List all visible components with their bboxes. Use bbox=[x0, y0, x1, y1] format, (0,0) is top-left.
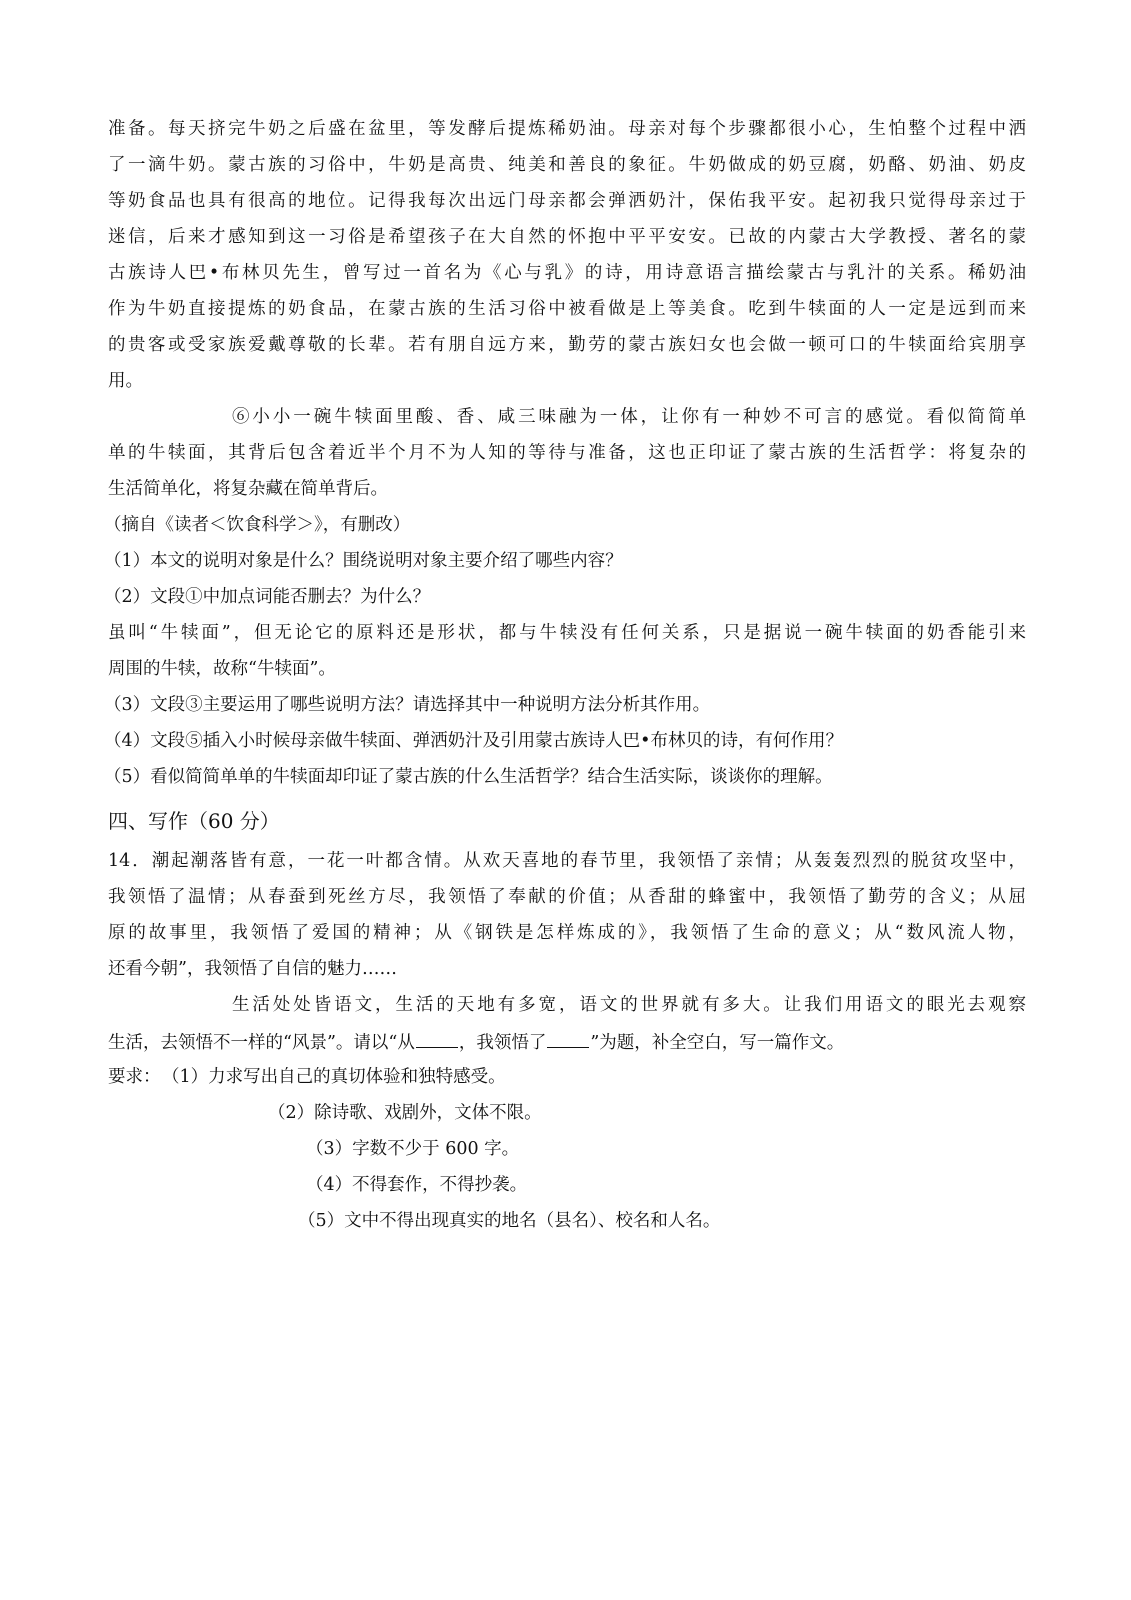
question-5: （5）看似简简单单的牛犊面却印证了蒙古族的什么生活哲学？结合生活实际，谈谈你的理解。 bbox=[104, 767, 833, 787]
title-prompt-start: 生活，去领悟不一样的“风景”。请以“从 bbox=[108, 1033, 415, 1053]
section-heading-writing: 四、写作（60 分） bbox=[108, 809, 280, 833]
requirement-4: （4）不得套作，不得抄袭。 bbox=[306, 1175, 528, 1195]
title-prompt-end: ”为题，补全空白，写一篇作文。 bbox=[590, 1033, 845, 1053]
writing-prompt-line-4: 还看今朝”，我领悟了自信的魅力…… bbox=[108, 959, 397, 979]
fill-blank-2 bbox=[547, 1030, 589, 1048]
fill-blank-1 bbox=[416, 1030, 458, 1048]
question-3: （3）文段③主要运用了哪些说明方法？请选择其中一种说明方法分析其作用。 bbox=[104, 695, 711, 715]
writing-prompt-line-1: 14．潮起潮落皆有意，一花一叶都含情。从欢天喜地的春节里，我领悟了亲情；从轰轰烈烈的脱贫攻坚中， bbox=[108, 851, 1026, 871]
passage-line-6: 作为牛奶直接提炼的奶食品，在蒙古族的生活习俗中被看做是上等美食。吃到牛犊面的人一定是远到而来 bbox=[108, 299, 1026, 319]
passage-line-1: 准备。每天挤完牛奶之后盛在盆里，等发酵后提炼稀奶油。母亲对每个步骤都很小心，生怕整个过程中洒 bbox=[108, 119, 1026, 139]
question-1: （1）本文的说明对象是什么？围绕说明对象主要介绍了哪些内容？ bbox=[104, 551, 623, 571]
passage-line-2: 了一滴牛奶。蒙古族的习俗中，牛奶是高贵、纯美和善良的象征。牛奶做成的奶豆腐，奶酪、奶油、奶皮 bbox=[108, 155, 1026, 175]
paragraph-6-line-1: ⑥小小一碗牛犊面里酸、香、咸三味融为一体，让你有一种妙不可言的感觉。看似简简单 bbox=[232, 407, 1026, 427]
paragraph-6-line-3: 生活简单化，将复杂藏在简单背后。 bbox=[108, 479, 388, 499]
requirement-1: （1）力求写出自己的真切体验和独特感受。 bbox=[162, 1067, 506, 1087]
writing-prompt-line-2: 我领悟了温情；从春蚕到死丝方尽，我领悟了奉献的价值；从香甜的蜂蜜中，我领悟了勤劳的含义；从屈 bbox=[108, 887, 1026, 907]
passage-line-8: 用。 bbox=[108, 371, 143, 391]
passage-line-3: 等奶食品也具有很高的地位。记得我每次出远门母亲都会弹洒奶汁，保佑我平安。起初我只觉得母亲过于 bbox=[108, 191, 1026, 211]
paragraph-6-line-2: 单的牛犊面，其背后包含着近半个月不为人知的等待与准备，这也正印证了蒙古族的生活哲学：将复杂的 bbox=[108, 443, 1026, 463]
answer-2-line-1: 虽叫“牛犊面”，但无论它的原料还是形状，都与牛犊没有任何关系，只是据说一碗牛犊面的奶香能引来 bbox=[108, 623, 1026, 643]
question-4: （4）文段⑤插入小时候母亲做牛犊面、弹洒奶汁及引用蒙古族诗人巴•布林贝的诗，有何作用？ bbox=[104, 731, 843, 751]
requirement-3: （3）字数不少于 600 字。 bbox=[306, 1139, 520, 1159]
passage-line-7: 的贵客或受家族爱戴尊敬的长辈。若有朋自远方来，勤劳的蒙古族妇女也会做一顿可口的牛犊面给宾朋享 bbox=[108, 335, 1026, 355]
answer-2-line-2: 周围的牛犊，故称“牛犊面”。 bbox=[108, 659, 336, 679]
source-citation: （摘自《读者＜饮食科学＞》，有删改） bbox=[104, 515, 411, 535]
question-2: （2）文段①中加点词能否删去？为什么？ bbox=[104, 587, 431, 607]
writing-para2-line-2 bbox=[108, 1030, 844, 1054]
requirement-5: （5）文中不得出现真实的地名（县名）、校名和人名。 bbox=[298, 1211, 721, 1231]
requirement-2: （2）除诗歌、戏剧外，文体不限。 bbox=[268, 1103, 542, 1123]
passage-line-5: 古族诗人巴•布林贝先生，曾写过一首名为《心与乳》的诗，用诗意语言描绘蒙古与乳汁的关系。稀奶油 bbox=[108, 263, 1026, 283]
passage-line-4: 迷信，后来才感知到这一习俗是希望孩子在大自然的怀抱中平平安安。已故的内蒙古大学教授、著名的蒙 bbox=[108, 227, 1026, 247]
writing-prompt-line-3: 原的故事里，我领悟了爱国的精神；从《钢铁是怎样炼成的》，我领悟了生命的意义；从“数风流人物， bbox=[108, 923, 1026, 943]
title-prompt-middle: ，我领悟了 bbox=[458, 1033, 547, 1053]
writing-para2-line-1: 生活处处皆语文，生活的天地有多宽，语文的世界就有多大。让我们用语文的眼光去观察 bbox=[232, 995, 1026, 1015]
requirements-label: 要求： bbox=[108, 1067, 161, 1087]
